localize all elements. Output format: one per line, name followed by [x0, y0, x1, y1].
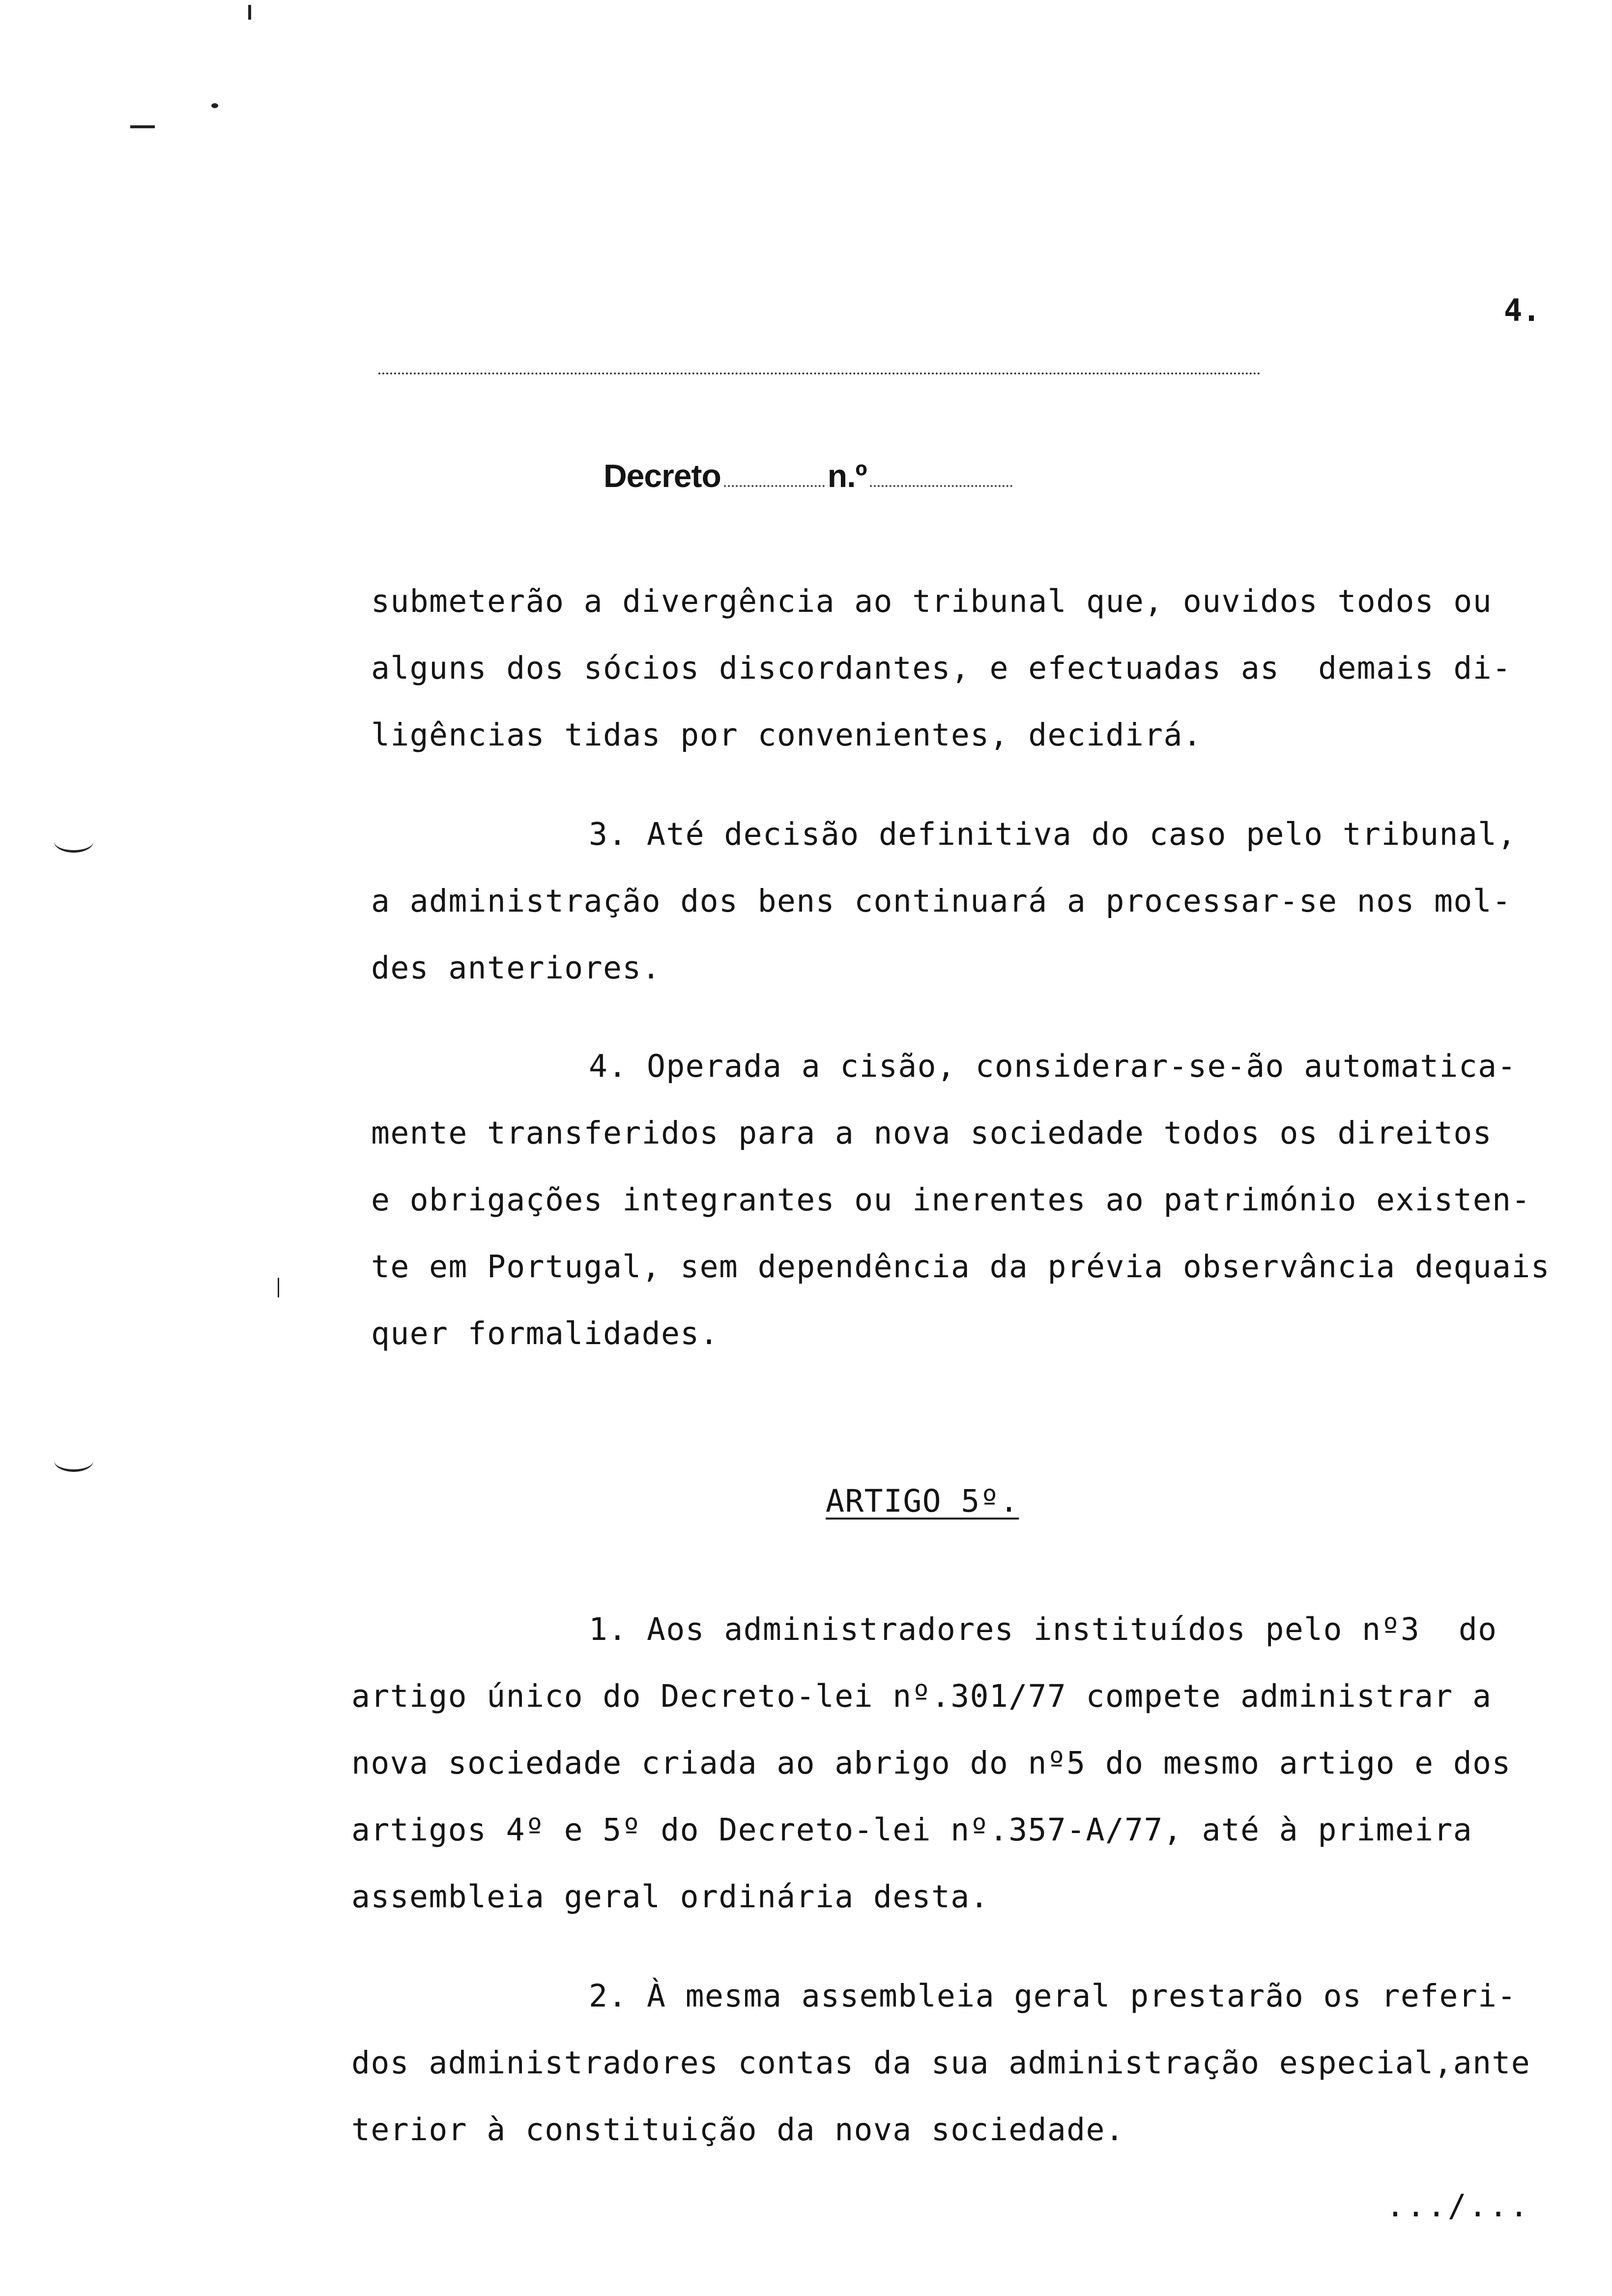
text-line: 4. Operada a cisão, considerar-se-ão automatica- — [589, 1048, 1517, 1084]
text-line: 2. À mesma assembleia geral prestarão os referi- — [589, 1978, 1517, 2014]
decree-type-blank — [724, 459, 825, 487]
text-line: 3. Até decisão definitiva do caso pelo tribunal, — [589, 816, 1517, 852]
page-number: 4. — [1504, 292, 1541, 328]
scan-mark-dash — [130, 125, 155, 128]
text-line: submeterão a divergência ao tribunal que, ouvidos todos ou — [371, 583, 1493, 619]
scan-mark-tick — [248, 5, 251, 20]
text-line: assembleia geral ordinária desta. — [351, 1879, 989, 1915]
punch-hole-arc-top — [54, 831, 93, 853]
text-line: 1. Aos administradores instituídos pelo nº3 do — [589, 1611, 1497, 1647]
text-line: artigo único do Decreto-lei nº.301/77 compete administrar a — [351, 1678, 1492, 1714]
text-line: ligências tidas por convenientes, decidirá. — [371, 717, 1203, 753]
text-line: des anteriores. — [371, 950, 661, 986]
punch-hole-arc-bottom — [54, 1450, 93, 1472]
text-line: nova sociedade criada ao abrigo do nº5 do mesmo artigo e dos — [351, 1745, 1511, 1781]
article-heading: ARTIGO 5º. — [826, 1483, 1019, 1519]
text-line: mente transferidos para a nova sociedade todos os direitos — [371, 1115, 1493, 1151]
text-line: a administração dos bens continuará a processar-se nos mol- — [371, 883, 1512, 919]
scan-mark-dot — [211, 103, 218, 108]
text-line: alguns dos sócios discordantes, e efectuadas as demais di- — [371, 650, 1512, 686]
decree-label: Decreto — [604, 458, 721, 494]
text-line: quer formalidades. — [371, 1316, 719, 1351]
text-line: e obrigações integrantes ou inerentes ao património existen- — [371, 1182, 1531, 1218]
scan-mark-margin — [278, 1278, 279, 1297]
text-line: dos administradores contas da sua administração especial,ante — [351, 2045, 1531, 2081]
decree-number-blank — [870, 459, 1012, 487]
decree-heading — [604, 457, 1015, 494]
text-line: terior à constituição da nova sociedade. — [351, 2112, 1125, 2148]
text-line: artigos 4º e 5º do Decreto-lei nº.357-A/77, até à primeira — [351, 1812, 1473, 1848]
decree-number-label: n.º — [827, 458, 867, 494]
text-line: te em Portugal, sem dependência da prévia observância dequais — [371, 1249, 1551, 1285]
header-dotted-rule — [378, 373, 1261, 374]
continuation-mark: .../... — [1386, 2188, 1530, 2224]
